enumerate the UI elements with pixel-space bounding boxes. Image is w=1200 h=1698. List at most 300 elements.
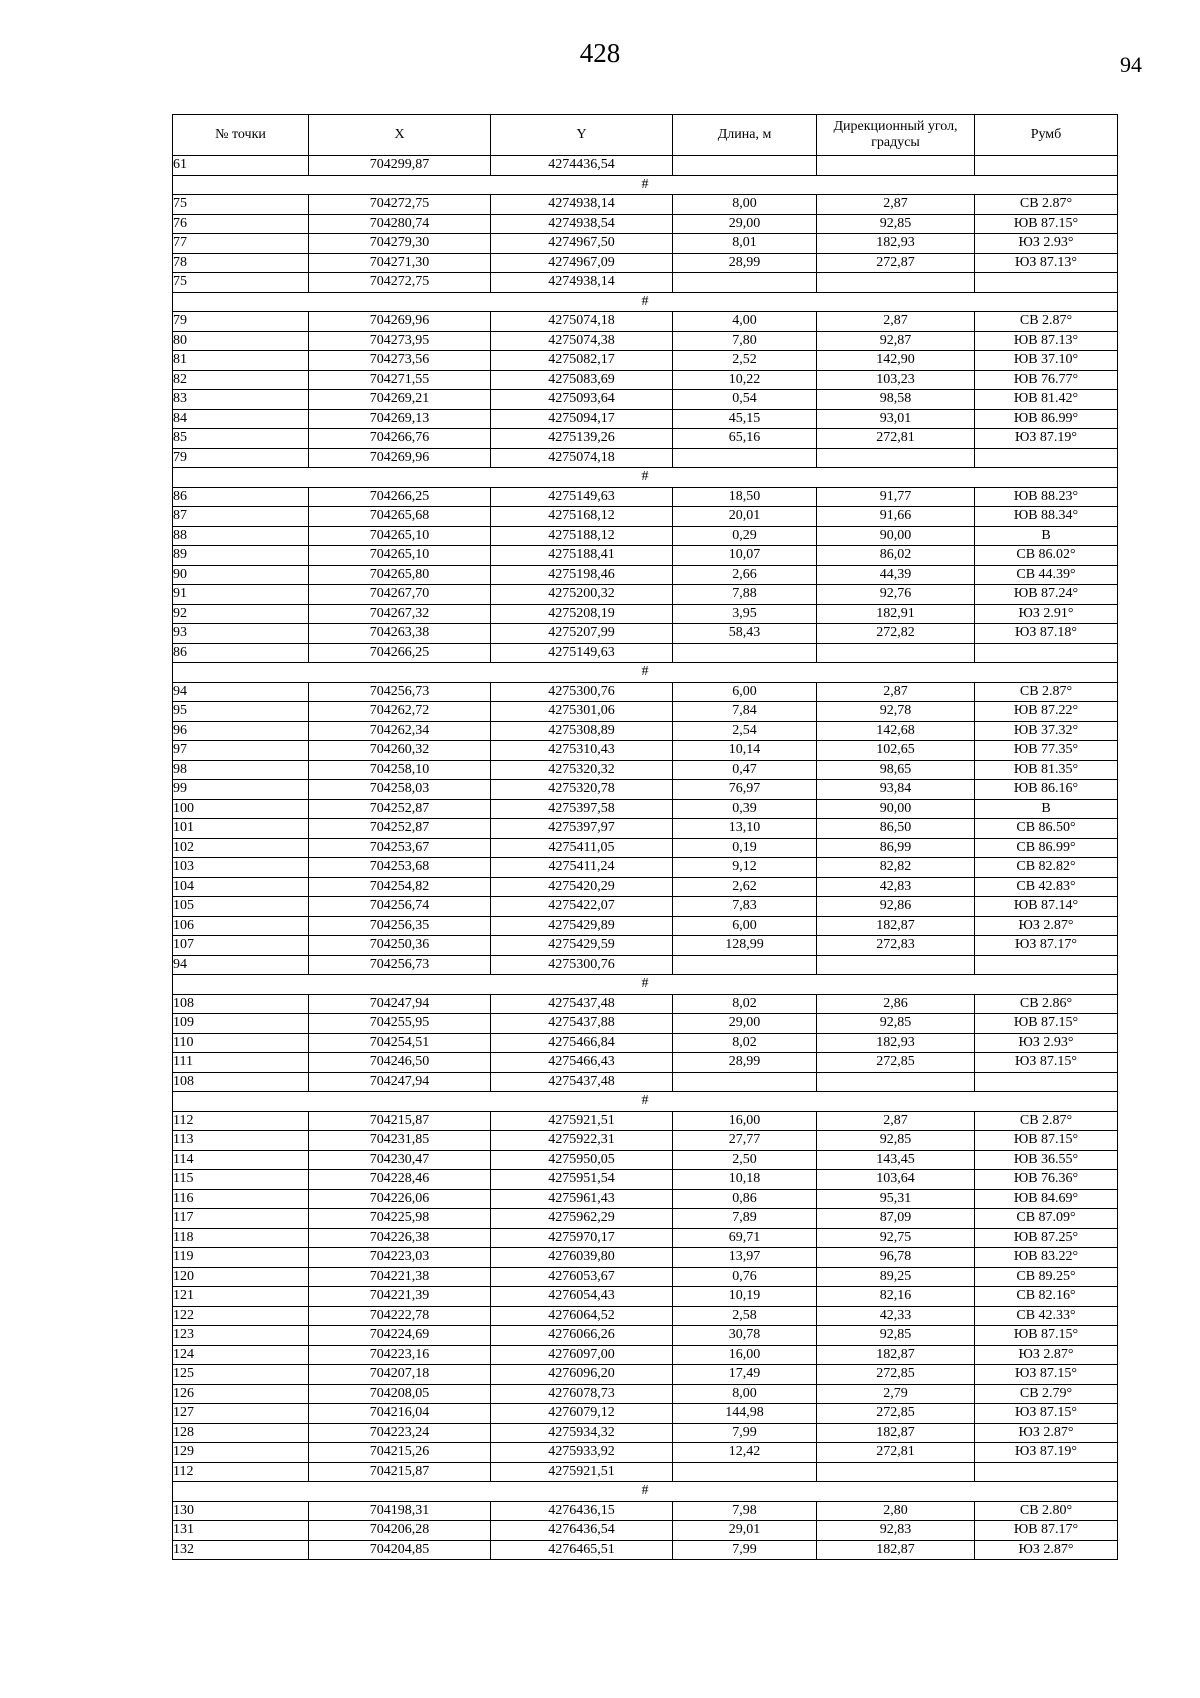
- cell-point-number: 75: [173, 195, 309, 215]
- cell-y: 4275422,07: [491, 897, 673, 917]
- cell-rumb: СВ 2.87°: [975, 312, 1118, 332]
- separator-row: [173, 292, 1118, 312]
- cell-point-number: 113: [173, 1131, 309, 1151]
- cell-length: 27,77: [673, 1131, 817, 1151]
- table-row: [173, 448, 1118, 468]
- table-row: [173, 838, 1118, 858]
- cell-point-number: 79: [173, 448, 309, 468]
- separator-cell: #: [173, 975, 1118, 995]
- cell-rumb: В: [975, 526, 1118, 546]
- cell-direction-angle: 103,64: [817, 1170, 975, 1190]
- cell-y: 4276436,15: [491, 1501, 673, 1521]
- cell-length: 2,54: [673, 721, 817, 741]
- cell-point-number: 95: [173, 702, 309, 722]
- cell-x: 704247,94: [309, 1072, 491, 1092]
- cell-direction-angle: 102,65: [817, 741, 975, 761]
- cell-y: 4275200,32: [491, 585, 673, 605]
- cell-length: 4,00: [673, 312, 817, 332]
- cell-rumb: ЮВ 87.22°: [975, 702, 1118, 722]
- separator-cell: #: [173, 663, 1118, 683]
- cell-y: 4275961,43: [491, 1189, 673, 1209]
- cell-direction-angle: 182,87: [817, 1345, 975, 1365]
- table-row: [173, 546, 1118, 566]
- cell-point-number: 88: [173, 526, 309, 546]
- cell-direction-angle: 272,83: [817, 936, 975, 956]
- cell-x: 704260,32: [309, 741, 491, 761]
- table-row: [173, 253, 1118, 273]
- table-row: [173, 1150, 1118, 1170]
- cell-point-number: 120: [173, 1267, 309, 1287]
- cell-direction-angle: 92,85: [817, 1131, 975, 1151]
- separator-row: [173, 1092, 1118, 1112]
- table-row: [173, 604, 1118, 624]
- cell-x: 704262,72: [309, 702, 491, 722]
- separator-row: [173, 975, 1118, 995]
- cell-rumb: СВ 2.87°: [975, 1111, 1118, 1131]
- cell-x: 704273,56: [309, 351, 491, 371]
- cell-point-number: 111: [173, 1053, 309, 1073]
- cell-x: 704279,30: [309, 234, 491, 254]
- cell-x: 704265,10: [309, 526, 491, 546]
- cell-y: 4275429,89: [491, 916, 673, 936]
- cell-y: 4275970,17: [491, 1228, 673, 1248]
- cell-direction-angle: 182,87: [817, 916, 975, 936]
- table-row: [173, 507, 1118, 527]
- cell-point-number: 129: [173, 1443, 309, 1463]
- cell-direction-angle: 92,85: [817, 1326, 975, 1346]
- table-row: [173, 1072, 1118, 1092]
- cell-point-number: 96: [173, 721, 309, 741]
- cell-length: 8,00: [673, 1384, 817, 1404]
- cell-rumb: ЮЗ 87.15°: [975, 1365, 1118, 1385]
- separator-row: [173, 175, 1118, 195]
- cell-point-number: 114: [173, 1150, 309, 1170]
- page-number-center: 428: [579, 38, 621, 68]
- separator-cell: #: [173, 175, 1118, 195]
- cell-y: 4275188,12: [491, 526, 673, 546]
- table-row: [173, 1345, 1118, 1365]
- table-row: [173, 1248, 1118, 1268]
- cell-rumb: [975, 448, 1118, 468]
- header-y: Y: [491, 115, 673, 156]
- table-row: [173, 1326, 1118, 1346]
- cell-rumb: ЮЗ 2.87°: [975, 916, 1118, 936]
- cell-y: 4275922,31: [491, 1131, 673, 1151]
- table-row: [173, 351, 1118, 371]
- cell-point-number: 77: [173, 234, 309, 254]
- cell-x: 704256,35: [309, 916, 491, 936]
- cell-length: 2,62: [673, 877, 817, 897]
- cell-point-number: 122: [173, 1306, 309, 1326]
- cell-direction-angle: 86,99: [817, 838, 975, 858]
- cell-point-number: 99: [173, 780, 309, 800]
- table-row: [173, 390, 1118, 410]
- cell-x: 704267,70: [309, 585, 491, 605]
- cell-y: 4275094,17: [491, 409, 673, 429]
- cell-length: 128,99: [673, 936, 817, 956]
- cell-rumb: ЮЗ 2.87°: [975, 1423, 1118, 1443]
- cell-x: 704226,06: [309, 1189, 491, 1209]
- cell-direction-angle: 42,33: [817, 1306, 975, 1326]
- cell-rumb: ЮЗ 2.91°: [975, 604, 1118, 624]
- table-row: [173, 955, 1118, 975]
- cell-y: 4274938,14: [491, 195, 673, 215]
- cell-y: 4276078,73: [491, 1384, 673, 1404]
- cell-y: 4274436,54: [491, 156, 673, 176]
- cell-point-number: 78: [173, 253, 309, 273]
- cell-x: 704265,80: [309, 565, 491, 585]
- cell-point-number: 108: [173, 1072, 309, 1092]
- cell-direction-angle: 143,45: [817, 1150, 975, 1170]
- table-row: [173, 780, 1118, 800]
- cell-y: 4275950,05: [491, 1150, 673, 1170]
- cell-point-number: 124: [173, 1345, 309, 1365]
- cell-y: 4275397,58: [491, 799, 673, 819]
- cell-direction-angle: [817, 643, 975, 663]
- cell-point-number: 85: [173, 429, 309, 449]
- separator-cell: #: [173, 468, 1118, 488]
- table-row: [173, 312, 1118, 332]
- cell-y: 4276079,12: [491, 1404, 673, 1424]
- cell-point-number: 91: [173, 585, 309, 605]
- cell-y: 4275429,59: [491, 936, 673, 956]
- cell-direction-angle: 95,31: [817, 1189, 975, 1209]
- cell-rumb: СВ 86.02°: [975, 546, 1118, 566]
- cell-y: 4275093,64: [491, 390, 673, 410]
- cell-direction-angle: 92,78: [817, 702, 975, 722]
- table-row: [173, 643, 1118, 663]
- header-length: Длина, м: [673, 115, 817, 156]
- cell-x: 704223,16: [309, 1345, 491, 1365]
- table-row: [173, 897, 1118, 917]
- cell-length: 10,19: [673, 1287, 817, 1307]
- cell-direction-angle: 2,87: [817, 195, 975, 215]
- cell-rumb: ЮВ 36.55°: [975, 1150, 1118, 1170]
- table-row: [173, 1521, 1118, 1541]
- cell-rumb: ЮВ 84.69°: [975, 1189, 1118, 1209]
- cell-point-number: 128: [173, 1423, 309, 1443]
- table-row: [173, 409, 1118, 429]
- cell-point-number: 94: [173, 955, 309, 975]
- cell-rumb: ЮЗ 2.93°: [975, 1033, 1118, 1053]
- cell-direction-angle: 2,87: [817, 682, 975, 702]
- cell-point-number: 83: [173, 390, 309, 410]
- cell-length: 69,71: [673, 1228, 817, 1248]
- cell-direction-angle: 182,91: [817, 604, 975, 624]
- cell-x: 704256,73: [309, 955, 491, 975]
- cell-point-number: 75: [173, 273, 309, 293]
- cell-rumb: ЮВ 87.15°: [975, 1131, 1118, 1151]
- cell-direction-angle: 2,87: [817, 1111, 975, 1131]
- cell-y: 4274938,54: [491, 214, 673, 234]
- cell-length: 0,39: [673, 799, 817, 819]
- cell-x: 704272,75: [309, 273, 491, 293]
- cell-length: 144,98: [673, 1404, 817, 1424]
- cell-y: 4275934,32: [491, 1423, 673, 1443]
- cell-rumb: ЮВ 81.35°: [975, 760, 1118, 780]
- cell-length: 29,01: [673, 1521, 817, 1541]
- cell-rumb: СВ 2.87°: [975, 682, 1118, 702]
- table-row: [173, 1170, 1118, 1190]
- cell-direction-angle: [817, 156, 975, 176]
- cell-rumb: ЮВ 37.32°: [975, 721, 1118, 741]
- table-row: [173, 487, 1118, 507]
- table-row: [173, 585, 1118, 605]
- cell-y: 4275074,18: [491, 448, 673, 468]
- cell-length: 18,50: [673, 487, 817, 507]
- cell-x: 704215,26: [309, 1443, 491, 1463]
- separator-cell: #: [173, 1482, 1118, 1502]
- cell-x: 704256,74: [309, 897, 491, 917]
- separator-row: [173, 468, 1118, 488]
- cell-rumb: СВ 82.16°: [975, 1287, 1118, 1307]
- table-row: [173, 936, 1118, 956]
- cell-point-number: 102: [173, 838, 309, 858]
- table-row: [173, 1189, 1118, 1209]
- cell-point-number: 86: [173, 643, 309, 663]
- cell-x: 704254,82: [309, 877, 491, 897]
- cell-y: 4275437,88: [491, 1014, 673, 1034]
- cell-rumb: СВ 87.09°: [975, 1209, 1118, 1229]
- cell-point-number: 117: [173, 1209, 309, 1229]
- cell-direction-angle: 90,00: [817, 526, 975, 546]
- cell-y: 4276064,52: [491, 1306, 673, 1326]
- cell-point-number: 125: [173, 1365, 309, 1385]
- cell-x: 704198,31: [309, 1501, 491, 1521]
- cell-y: 4275308,89: [491, 721, 673, 741]
- cell-direction-angle: 89,25: [817, 1267, 975, 1287]
- table-row: [173, 1462, 1118, 1482]
- cell-rumb: ЮВ 87.14°: [975, 897, 1118, 917]
- cell-direction-angle: 98,58: [817, 390, 975, 410]
- cell-rumb: ЮВ 86.99°: [975, 409, 1118, 429]
- cell-rumb: [975, 156, 1118, 176]
- cell-length: [673, 955, 817, 975]
- cell-y: 4275466,84: [491, 1033, 673, 1053]
- cell-length: 9,12: [673, 858, 817, 878]
- cell-point-number: 101: [173, 819, 309, 839]
- cell-x: 704221,39: [309, 1287, 491, 1307]
- table-row: [173, 1540, 1118, 1560]
- cell-rumb: ЮВ 76.77°: [975, 370, 1118, 390]
- table-row: [173, 760, 1118, 780]
- cell-rumb: [975, 643, 1118, 663]
- cell-point-number: 118: [173, 1228, 309, 1248]
- cell-length: 6,00: [673, 682, 817, 702]
- cell-length: 8,02: [673, 1033, 817, 1053]
- table-row: [173, 1384, 1118, 1404]
- cell-x: 704266,76: [309, 429, 491, 449]
- cell-direction-angle: 182,93: [817, 1033, 975, 1053]
- cell-x: 704204,85: [309, 1540, 491, 1560]
- cell-direction-angle: 90,00: [817, 799, 975, 819]
- cell-rumb: ЮЗ 87.17°: [975, 936, 1118, 956]
- cell-rumb: СВ 2.86°: [975, 994, 1118, 1014]
- cell-length: 58,43: [673, 624, 817, 644]
- cell-x: 704258,10: [309, 760, 491, 780]
- cell-length: 13,97: [673, 1248, 817, 1268]
- cell-rumb: СВ 89.25°: [975, 1267, 1118, 1287]
- table-row: [173, 1306, 1118, 1326]
- cell-x: 704226,38: [309, 1228, 491, 1248]
- cell-x: 704228,46: [309, 1170, 491, 1190]
- table-row: [173, 1014, 1118, 1034]
- cell-rumb: [975, 955, 1118, 975]
- cell-length: 7,80: [673, 331, 817, 351]
- cell-x: 704252,87: [309, 799, 491, 819]
- cell-length: [673, 448, 817, 468]
- cell-direction-angle: 96,78: [817, 1248, 975, 1268]
- cell-x: 704223,03: [309, 1248, 491, 1268]
- cell-x: 704258,03: [309, 780, 491, 800]
- cell-x: 704250,36: [309, 936, 491, 956]
- cell-point-number: 126: [173, 1384, 309, 1404]
- cell-y: 4275083,69: [491, 370, 673, 390]
- page-number-right: 94: [1120, 52, 1142, 77]
- table-row: [173, 429, 1118, 449]
- cell-x: 704269,21: [309, 390, 491, 410]
- cell-length: 7,83: [673, 897, 817, 917]
- cell-y: 4276053,67: [491, 1267, 673, 1287]
- table-row: [173, 214, 1118, 234]
- cell-rumb: ЮВ 81.42°: [975, 390, 1118, 410]
- cell-y: 4275320,78: [491, 780, 673, 800]
- cell-length: 10,14: [673, 741, 817, 761]
- separator-row: [173, 1482, 1118, 1502]
- cell-y: 4276066,26: [491, 1326, 673, 1346]
- cell-y: 4275300,76: [491, 955, 673, 975]
- cell-length: 16,00: [673, 1345, 817, 1365]
- cell-rumb: ЮВ 77.35°: [975, 741, 1118, 761]
- cell-x: 704230,47: [309, 1150, 491, 1170]
- cell-length: 7,99: [673, 1540, 817, 1560]
- cell-length: 17,49: [673, 1365, 817, 1385]
- cell-x: 704246,50: [309, 1053, 491, 1073]
- cell-point-number: 107: [173, 936, 309, 956]
- cell-y: 4275962,29: [491, 1209, 673, 1229]
- table-row: [173, 702, 1118, 722]
- cell-direction-angle: 182,87: [817, 1423, 975, 1443]
- cell-x: 704271,55: [309, 370, 491, 390]
- cell-direction-angle: 272,82: [817, 624, 975, 644]
- cell-direction-angle: 92,85: [817, 1014, 975, 1034]
- cell-direction-angle: 272,85: [817, 1404, 975, 1424]
- cell-y: 4275320,32: [491, 760, 673, 780]
- cell-x: 704262,34: [309, 721, 491, 741]
- cell-direction-angle: 272,81: [817, 1443, 975, 1463]
- cell-length: [673, 156, 817, 176]
- cell-length: 7,98: [673, 1501, 817, 1521]
- cell-length: 2,52: [673, 351, 817, 371]
- cell-direction-angle: 182,87: [817, 1540, 975, 1560]
- cell-x: 704280,74: [309, 214, 491, 234]
- cell-length: [673, 643, 817, 663]
- cell-direction-angle: 93,84: [817, 780, 975, 800]
- cell-x: 704253,67: [309, 838, 491, 858]
- cell-rumb: ЮВ 88.23°: [975, 487, 1118, 507]
- cell-direction-angle: 92,83: [817, 1521, 975, 1541]
- cell-rumb: ЮЗ 87.15°: [975, 1053, 1118, 1073]
- cell-direction-angle: [817, 273, 975, 293]
- cell-length: 30,78: [673, 1326, 817, 1346]
- cell-direction-angle: 2,87: [817, 312, 975, 332]
- cell-length: 16,00: [673, 1111, 817, 1131]
- cell-length: 7,99: [673, 1423, 817, 1443]
- cell-x: 704263,38: [309, 624, 491, 644]
- table-row: [173, 624, 1118, 644]
- cell-y: 4275437,48: [491, 1072, 673, 1092]
- cell-y: 4275074,18: [491, 312, 673, 332]
- cell-point-number: 119: [173, 1248, 309, 1268]
- cell-y: 4274967,50: [491, 234, 673, 254]
- cell-point-number: 100: [173, 799, 309, 819]
- cell-y: 4275921,51: [491, 1111, 673, 1131]
- cell-rumb: ЮВ 83.22°: [975, 1248, 1118, 1268]
- cell-y: 4275397,97: [491, 819, 673, 839]
- cell-point-number: 106: [173, 916, 309, 936]
- cell-x: 704266,25: [309, 487, 491, 507]
- cell-y: 4275139,26: [491, 429, 673, 449]
- cell-point-number: 94: [173, 682, 309, 702]
- cell-rumb: ЮВ 88.34°: [975, 507, 1118, 527]
- separator-cell: #: [173, 1092, 1118, 1112]
- cell-y: 4275149,63: [491, 487, 673, 507]
- table-row: [173, 1111, 1118, 1131]
- cell-x: 704223,24: [309, 1423, 491, 1443]
- cell-length: 29,00: [673, 1014, 817, 1034]
- cell-point-number: 116: [173, 1189, 309, 1209]
- cell-direction-angle: 2,80: [817, 1501, 975, 1521]
- cell-length: 65,16: [673, 429, 817, 449]
- cell-y: 4275300,76: [491, 682, 673, 702]
- cell-rumb: СВ 42.33°: [975, 1306, 1118, 1326]
- cell-length: 10,18: [673, 1170, 817, 1190]
- cell-direction-angle: 272,87: [817, 253, 975, 273]
- header-point-number: № точки: [173, 115, 309, 156]
- cell-x: 704253,68: [309, 858, 491, 878]
- cell-x: 704206,28: [309, 1521, 491, 1541]
- cell-length: 7,84: [673, 702, 817, 722]
- cell-length: 8,00: [673, 195, 817, 215]
- cell-x: 704252,87: [309, 819, 491, 839]
- cell-direction-angle: 42,83: [817, 877, 975, 897]
- cell-length: 0,76: [673, 1267, 817, 1287]
- table-row: [173, 799, 1118, 819]
- cell-direction-angle: 91,77: [817, 487, 975, 507]
- table-row: [173, 1443, 1118, 1463]
- cell-rumb: ЮВ 87.17°: [975, 1521, 1118, 1541]
- cell-x: 704271,30: [309, 253, 491, 273]
- cell-y: 4274967,09: [491, 253, 673, 273]
- table-body: [173, 156, 1118, 1560]
- cell-direction-angle: 142,68: [817, 721, 975, 741]
- cell-point-number: 130: [173, 1501, 309, 1521]
- cell-point-number: 112: [173, 1111, 309, 1131]
- cell-y: 4275411,24: [491, 858, 673, 878]
- cell-x: 704269,96: [309, 448, 491, 468]
- cell-x: 704221,38: [309, 1267, 491, 1287]
- table-row: [173, 1404, 1118, 1424]
- cell-point-number: 115: [173, 1170, 309, 1190]
- cell-point-number: 98: [173, 760, 309, 780]
- cell-length: 0,86: [673, 1189, 817, 1209]
- cell-rumb: СВ 2.87°: [975, 195, 1118, 215]
- cell-length: 10,22: [673, 370, 817, 390]
- cell-length: [673, 273, 817, 293]
- cell-y: 4275951,54: [491, 1170, 673, 1190]
- cell-rumb: ЮЗ 2.87°: [975, 1345, 1118, 1365]
- cell-x: 704299,87: [309, 156, 491, 176]
